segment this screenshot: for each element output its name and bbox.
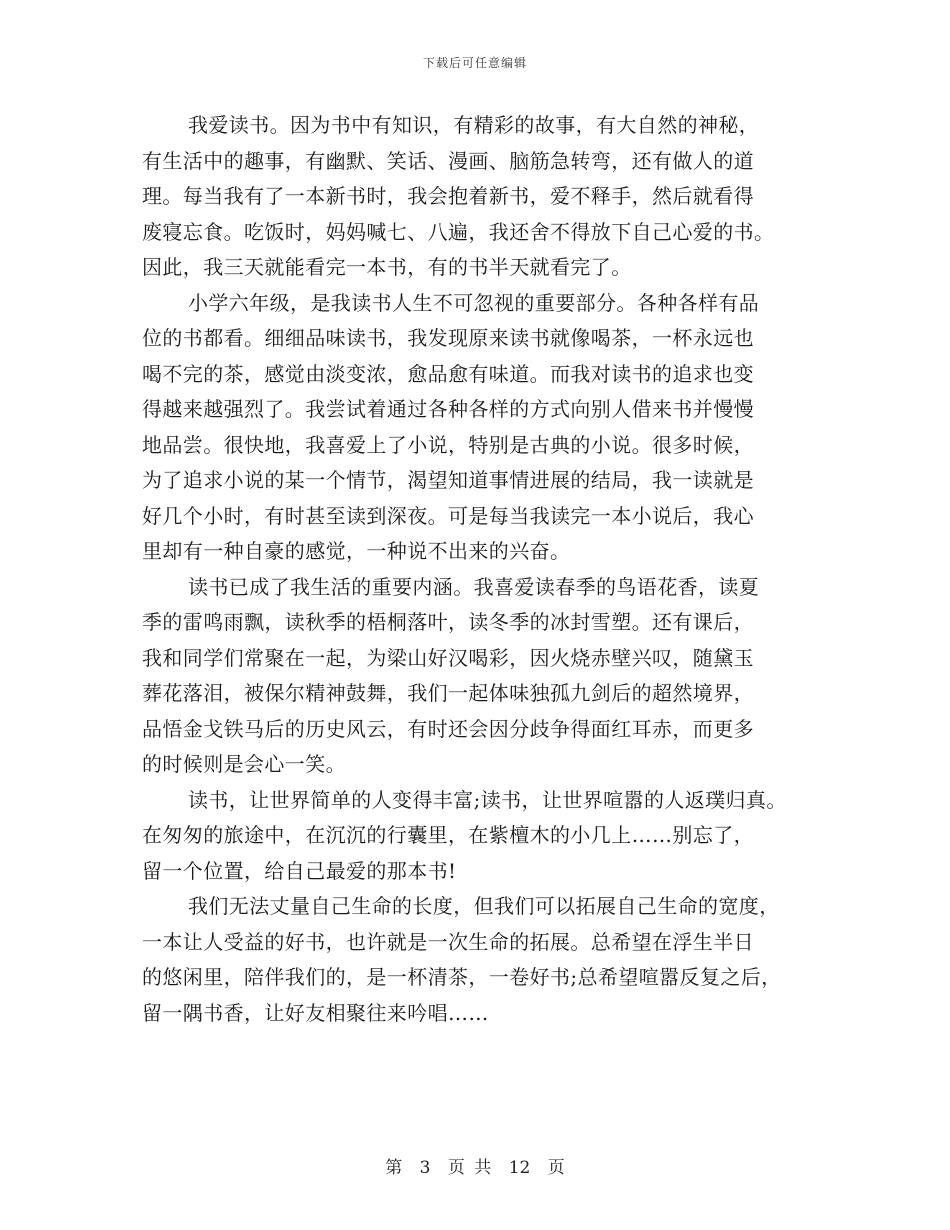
paragraph-line: 读书已成了我生活的重要内涵。我喜爱读春季的鸟语花香，读夏 <box>188 574 760 599</box>
footer-middle: 页 共 <box>447 1158 492 1178</box>
paragraph-line: 季的雷鸣雨飘，读秋季的梧桐落叶，读冬季的冰封雪塑。还有课后， <box>142 610 754 634</box>
current-page-number: 3 <box>419 1158 431 1178</box>
paragraph-line: 的时候则是会心一笑。 <box>142 752 346 776</box>
paragraph-line: 在匆匆的旅途中，在沉沉的行囊里，在紫檀木的小几上……别忘了， <box>142 823 754 847</box>
paragraph-line: 废寝忘食。吃饭时，妈妈喊七、八遍，我还舍不得放下自己心爱的书。 <box>142 219 775 244</box>
document-body <box>142 108 812 1031</box>
footer-suffix: 页 <box>547 1158 565 1178</box>
paragraph-line: 为了追求小说的某一个情节，渴望知道事情进展的结局，我一读就是 <box>142 468 754 492</box>
header-note: 下载后可任意编辑 <box>422 56 527 70</box>
paragraph-line: 葬花落泪，被保尔精神鼓舞，我们一起体味独孤九剑后的超然境界， <box>142 681 754 705</box>
paragraph-line: 我爱读书。因为书中有知识，有精彩的故事，有大自然的神秘， <box>188 113 760 137</box>
total-pages-number: 12 <box>508 1158 531 1178</box>
paragraph-line: 喝不完的茶，感觉由淡变浓，愈品愈有味道。而我对读书的追求也变 <box>142 361 754 386</box>
paragraph-line: 读书，让世界简单的人变得丰富;读书，让世界喧嚣的人返璞归真。 <box>188 787 787 812</box>
paragraph-line: 位的书都看。细细品味读书，我发现原来读书就像喝茶，一杯永远也 <box>142 326 754 350</box>
paragraph-line: 小学六年级，是我读书人生不可忽视的重要部分。各种各样有品 <box>188 290 760 315</box>
paragraph-line: 我们无法丈量自己生命的长度，但我们可以拓展自己生命的宽度， <box>188 894 780 918</box>
page-footer <box>0 1153 950 1178</box>
paragraph-line: 地品尝。很快地，我喜爱上了小说，特别是古典的小说。很多时候， <box>142 432 754 457</box>
paragraph-line: 好几个小时，有时甚至读到深夜。可是每当我读完一本小说后，我心 <box>142 503 754 528</box>
paragraph-line: 留一个位置，给自己最爱的那本书! <box>142 858 457 883</box>
footer-prefix: 第 <box>385 1158 403 1178</box>
paragraph-line: 品悟金戈铁马后的历史风云，有时还会因分歧争得面红耳赤，而更多 <box>142 716 754 741</box>
paragraph-line: 得越来越强烈了。我尝试着通过各种各样的方式向别人借来书并慢慢 <box>142 397 754 421</box>
paragraph-line: 我和同学们常聚在一起，为梁山好汉喝彩，因火烧赤壁兴叹，随黛玉 <box>142 645 754 670</box>
paragraph-line: 一本让人受益的好书，也许就是一次生命的拓展。总希望在浮生半日 <box>142 929 754 954</box>
paragraph-line: 的悠闲里，陪伴我们的，是一杯清茶，一卷好书;总希望喧嚣反复之后， <box>142 965 782 989</box>
paragraph-line: 理。每当我有了一本新书时，我会抱着新书，爱不释手，然后就看得 <box>142 184 754 208</box>
paragraph-line: 因此，我三天就能看完一本书，有的书半天就看完了。 <box>142 255 632 279</box>
paragraph-line: 里却有一种自豪的感觉，一种说不出来的兴奋。 <box>142 539 571 563</box>
paragraph-line: 有生活中的趣事，有幽默、笑话、漫画、脑筋急转弯，还有做人的道 <box>142 148 754 173</box>
paragraph-line: 留一隅书香，让好友相聚往来吟唱…… <box>142 1000 489 1025</box>
